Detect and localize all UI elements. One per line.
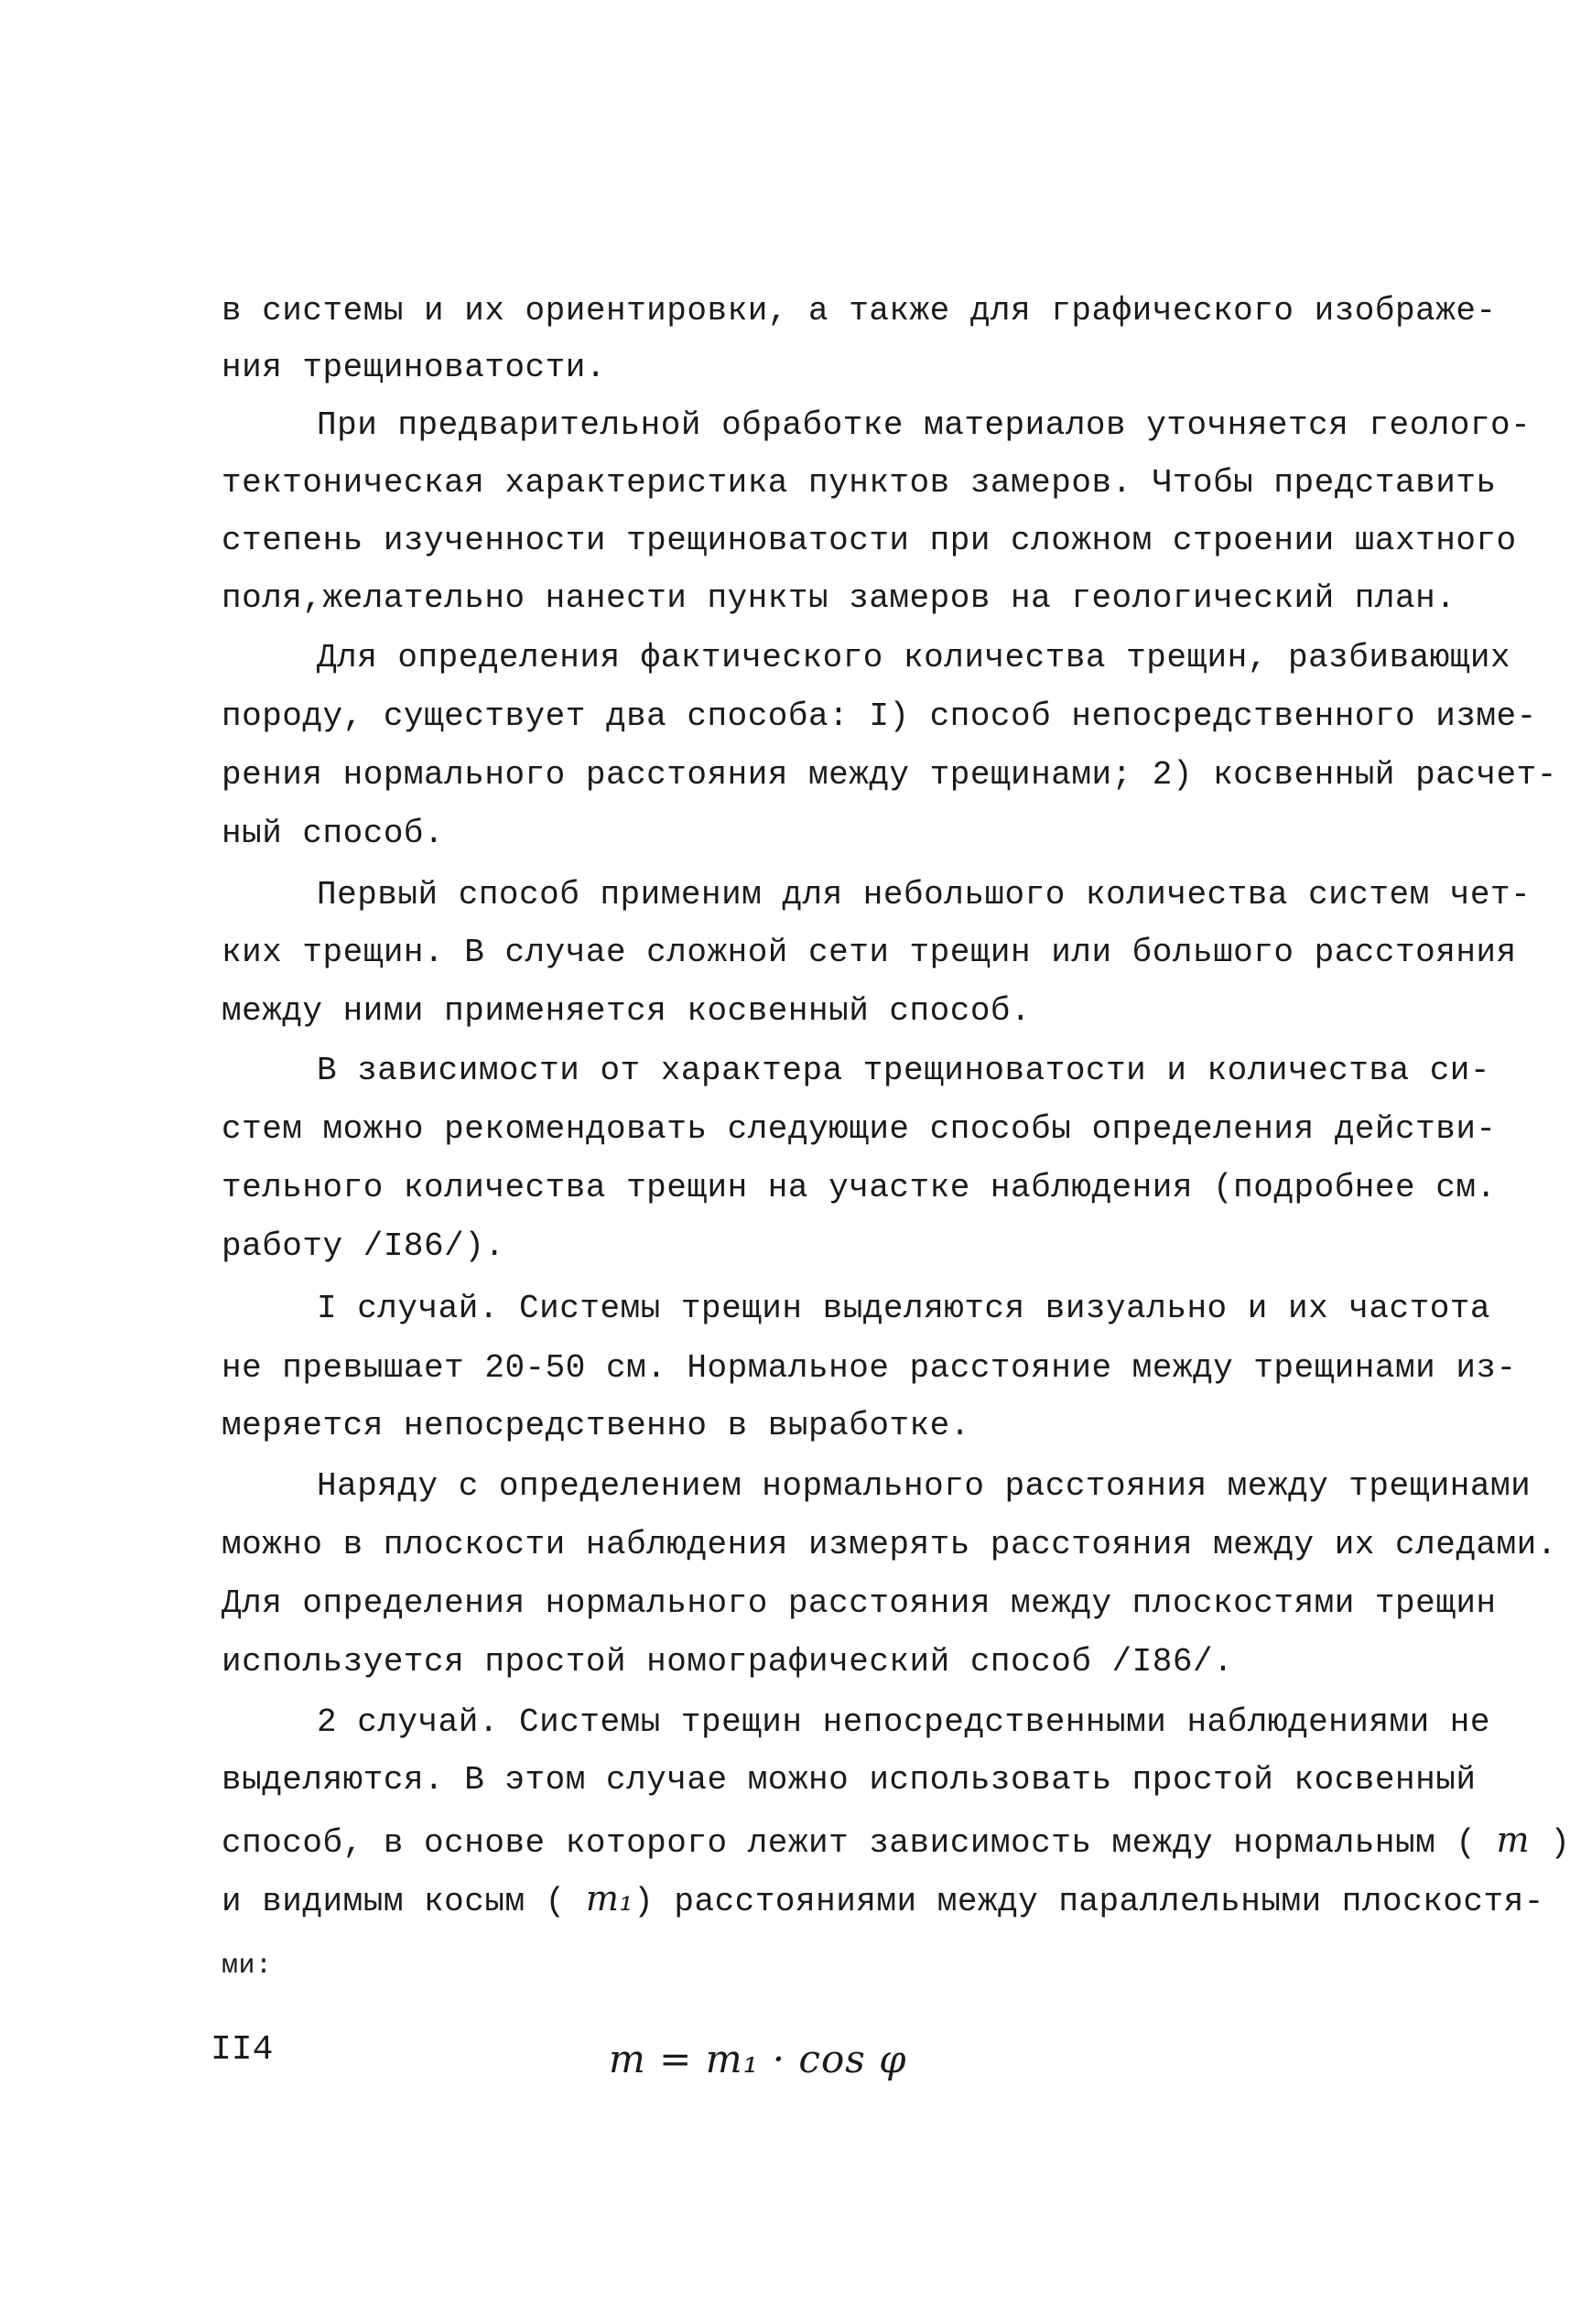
- paragraph-3-line-1: Первый способ применим для небольшого количества систем чет-: [317, 876, 1532, 913]
- line-3-text: способ, в основе которого лежит зависимость между нормальным (: [222, 1824, 1477, 1862]
- paragraph-7-line-4: [222, 1880, 1544, 1920]
- line-4-rest: ) расстояниями между параллельными плоскостя-: [633, 1883, 1544, 1920]
- paragraph-3-line-3: между ними применяется косвенный способ.: [222, 992, 1032, 1030]
- symbol-m: m: [1496, 1820, 1531, 1860]
- paragraph-7-line-5: ми:: [222, 1951, 273, 1982]
- paragraph-7-line-1: 2 случай. Системы трещин непосредственными наблюдениями не: [317, 1703, 1491, 1741]
- line-3-close: ): [1550, 1824, 1570, 1862]
- text-line-1: в системы и их ориентировки, а также для графического изображе-: [222, 292, 1497, 330]
- paragraph-7-line-2: выделяются. В этом случае можно использовать простой косвенный: [222, 1761, 1477, 1799]
- text-line-2: ния трещиноватости.: [222, 349, 606, 386]
- paragraph-4-line-1: В зависимости от характера трещиноватости и количества си-: [317, 1052, 1491, 1089]
- paragraph-4-line-4: работу /I86/).: [222, 1227, 505, 1265]
- paragraph-6-line-2: можно в плоскости наблюдения измерять расстояния между их следами.: [222, 1526, 1557, 1563]
- paragraph-1-line-3: степень изученности трещиноватости при сложном строении шахтного: [222, 522, 1517, 559]
- paragraph-6-line-4: используется простой номографический способ /I86/.: [222, 1643, 1234, 1681]
- paragraph-7-line-3: [222, 1821, 1570, 1862]
- paragraph-2-line-2: породу, существует два способа: I) способ непосредственного изме-: [222, 697, 1537, 735]
- paragraph-4-line-3: тельного количества трещин на участке наблюдения (подробнее см.: [222, 1169, 1497, 1206]
- formula: m = m₁ · cos φ: [609, 2037, 907, 2081]
- paragraph-6-line-1: Наряду с определением нормального расстояния между трещинами: [317, 1467, 1532, 1505]
- paragraph-5-line-3: меряется непосредственно в выработке.: [222, 1407, 970, 1444]
- paragraph-2-line-1: Для определения фактического количества трещин, разбивающих: [317, 639, 1511, 676]
- paragraph-5-line-2: не превышает 20-50 см. Нормальное расстояние между трещинами из-: [222, 1349, 1517, 1387]
- paragraph-1-line-4: поля,желательно нанести пункты замеров на геологический план.: [222, 579, 1456, 617]
- paragraph-1-line-1: При предварительной обработке материалов уточняется геолого-: [317, 406, 1532, 444]
- paragraph-6-line-3: Для определения нормального расстояния между плоскостями трещин: [222, 1584, 1497, 1622]
- paragraph-5-line-1: I случай. Системы трещин выделяются визуально и их частота: [317, 1290, 1491, 1327]
- paragraph-3-line-2: ких трещин. В случае сложной сети трещин или большого расстояния: [222, 934, 1517, 971]
- line-4-open: и видимым косым (: [222, 1883, 566, 1920]
- paragraph-1-line-2: тектоническая характеристика пунктов замеров. Чтобы представить: [222, 464, 1497, 502]
- paragraph-2-line-4: ный способ.: [222, 815, 445, 852]
- paragraph-4-line-2: стем можно рекомендовать следующие способы определения действи-: [222, 1110, 1497, 1148]
- symbol-m1: m₁: [585, 1878, 634, 1919]
- page-number: II4: [211, 2030, 274, 2070]
- paragraph-2-line-3: рения нормального расстояния между трещинами; 2) косвенный расчет-: [222, 756, 1557, 794]
